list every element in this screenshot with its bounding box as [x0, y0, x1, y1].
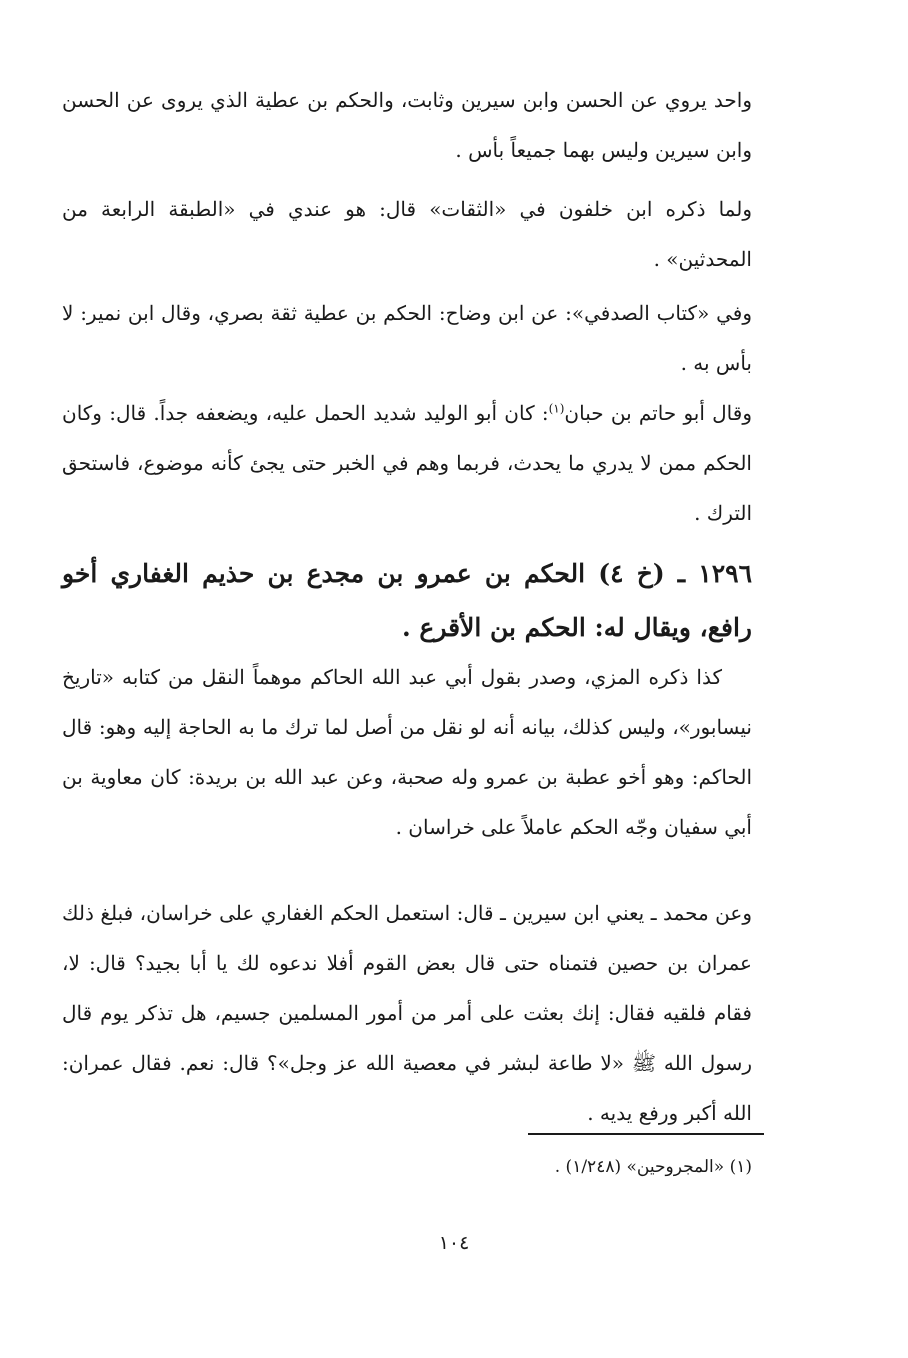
paragraph-6: وعن محمد ـ يعني ابن سيرين ـ قال: استعمل الحكم الغفاري على خراسان، فبلغ ذلك عمران بن حصين فتمناه حتى قال بعض القوم أفلا ندعوه لك يا أبا بجيد؟ قال: لا، فقام فلقيه فقال: إنك بعثت على أمر من أمور المسلمين جسيم، هل تذكر يوم قال رسول الله ﷺ «لا طاعة لبشر في معصية الله عز وجل»؟ قال: نعم. فقال عمران: الله أكبر ورفع يديه .: [62, 901, 752, 1125]
paragraph-1: واحد يروي عن الحسن وابن سيرين وثابت، والحكم بن عطية الذي يروى عن الحسن وابن سيرين وليس بهما جميعاً بأس .: [62, 88, 752, 162]
paragraph-4-body: : كان أبو الوليد شديد الحمل عليه، ويضعفه جداً. قال: وكان الحكم ممن لا يدري ما يحدث، فربما وهم في الخبر حتى يجئ كأنه موضوع، فاستحق الترك .: [62, 401, 752, 525]
paragraph-5: كذا ذكره المزي، وصدر بقول أبي عبد الله الحاكم موهماً النقل من كتابه «تاريخ نيسابور»، وليس كذلك، بيانه أنه لو نقل من أصل لما ترك ما به الحاجة إليه وهو: قال الحاكم: وهو أخو عطبة بن عمرو وله صحبة، وعن عبد الله بن بريدة: كان معاوية بن أبي سفيان وجّه الحكم عاملاً على خراسان .: [62, 665, 752, 839]
footnote: (١) «المجروحين» (١/٢٤٨) .: [554, 1157, 752, 1177]
paragraph-3: وفي «كتاب الصدفي»: عن ابن وضاح: الحكم بن عطية ثقة بصري، وقال ابن نمير: لا بأس به .: [62, 301, 752, 375]
entry-heading: ١٢٩٦ ـ (خ ٤) الحكم بن عمرو بن مجدع بن حذيم الغفاري أخو رافع، ويقال له: الحكم بن الأقرع .: [62, 559, 753, 642]
paragraph-4-lead: وقال أبو حاتم بن حبان: [564, 401, 752, 425]
footnote-divider: [528, 1133, 764, 1135]
paragraph-4: [62, 388, 752, 538]
paragraph-2: ولما ذكره ابن خلفون في «الثقات» قال: هو عندي في «الطبقة الرابعة من المحدثين» .: [62, 197, 752, 271]
footnote-marker: (١): [548, 401, 565, 416]
page-number: ١٠٤: [438, 1232, 470, 1254]
